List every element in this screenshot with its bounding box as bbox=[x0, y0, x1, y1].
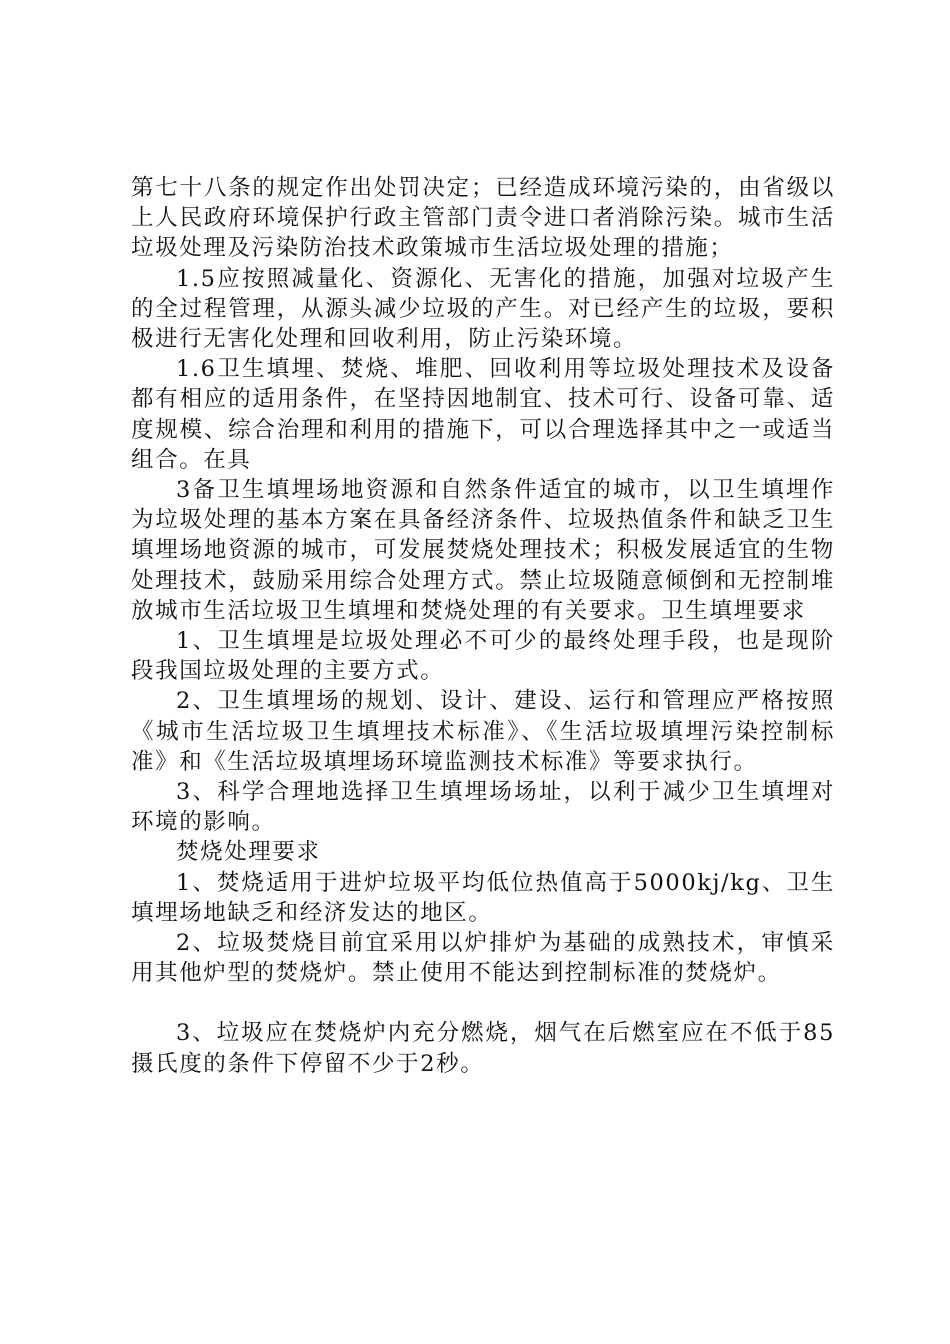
paragraph-5: 1、卫生填埋是垃圾处理必不可少的最终处理手段，也是现阶段我国垃圾处理的主要方式。 bbox=[131, 628, 835, 685]
paragraph-10: 2、垃圾焚烧目前宜采用以炉排炉为基础的成熟技术，审慎采用其他炉型的焚烧炉。禁止使用不能达到控制标准的焚烧炉。 bbox=[131, 930, 835, 987]
paragraph-3: 1.6卫生填埋、焚烧、堆肥、回收利用等垃圾处理技术及设备都有相应的适用条件，在坚持因地制宜、技术可行、设备可靠、适度规模、综合治理和利用的措施下，可以合理选择其中之一或适当组合。在具 bbox=[131, 356, 835, 473]
paragraph-1: 第七十八条的规定作出处罚决定；已经造成环境污染的，由省级以上人民政府环境保护行政主管部门责令进口者消除污染。城市生活垃圾处理及污染防治技术政策城市生活垃圾处理的措施； bbox=[131, 175, 835, 262]
paragraph-6: 2、卫生填埋场的规划、设计、建设、运行和管理应严格按照《城市生活垃圾卫生填埋技术标准》、《生活垃圾填埋污染控制标准》和《生活垃圾填埋场环境监测技术标准》等要求执行。 bbox=[131, 688, 835, 775]
paragraph-7: 3、科学合理地选择卫生填埋场场址，以利于减少卫生填埋对环境的影响。 bbox=[131, 779, 835, 836]
paragraph-9: 1、焚烧适用于进炉垃圾平均低位热值高于5000kj/kg、卫生填埋场地缺乏和经济发达的地区。 bbox=[131, 869, 835, 926]
paragraph-11: 3、垃圾应在焚烧炉内充分燃烧，烟气在后燃室应在不低于85摄氏度的条件下停留不少于2秒。 bbox=[131, 1020, 835, 1077]
section-heading-incineration: 焚烧处理要求 bbox=[176, 839, 321, 866]
paragraph-2: 1.5应按照减量化、资源化、无害化的措施，加强对垃圾产生的全过程管理，从源头减少垃圾的产生。对已经产生的垃圾，要积极进行无害化处理和回收利用，防止污染环境。 bbox=[131, 265, 835, 353]
document-body bbox=[131, 173, 835, 1079]
paragraph-4: 3备卫生填埋场地资源和自然条件适宜的城市，以卫生填埋作为垃圾处理的基本方案在具备经济条件、垃圾热值条件和缺乏卫生填埋场地资源的城市，可发展焚烧处理技术；积极发展适宜的生物处理技术，鼓励采用综合处理方式。禁止垃圾随意倾倒和无控制堆放城市生活垃圾卫生填埋和焚烧处理的有关要求。卫生填埋要求 bbox=[131, 477, 835, 624]
